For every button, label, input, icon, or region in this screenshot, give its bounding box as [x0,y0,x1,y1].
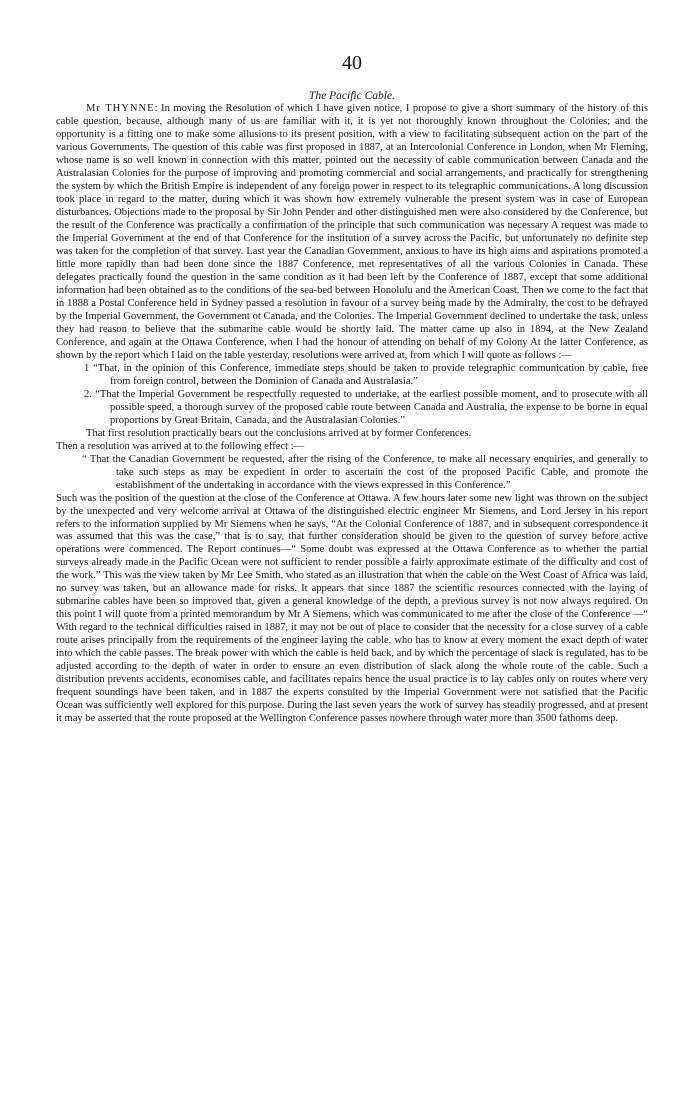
quoted-resolution: “ That the Canadian Government be requested, after the rising of the Conference, to make all necessary enquiries, and generally to take such steps as may be expedient in order to ascertain the cost of the proposed Pacific Cable, and promote the establishment of the undertaking in accordance with the views expressed in this Conference.” [82,453,648,491]
paragraph-text: : In moving the Resolution of which I have given notice, I propose to give a short summary of the history of this cable question, because, although many of us are familiar with it, it is yet not thoroughly known throughout the Colonies; and the opportunity is a fitting one to make some allusions to its present position, with a view to facilitating subsequent action on the part of the various Governments. The question of this cable was first proposed in 1887, at an Intercolonial Conference in London, when Mr Fleming, whose name is so well known in connection with this matter, pointed out the necessity of cable communication between Canada and the Australasian Colonies for the purpose of improving and promoting commercial and social arrangements, and practically for strengthening the system by which the British Empire is independent of any foreign power in respect to its telegraphic communications. A long discussion took place in regard to the matter, during which it was shown how extremely vulnerable the present system was in case of European disturbances. Objections made to the proposal by Sir John Pender and other distinguished men were also considered by the Conference, but the result of the Conference was practically a confirmation of the principle that such communication was necessary A request was made to the Imperial Government at the end of that Conference for the institution of a survey across the Pacific, but unfortunately no definite step was taken for the completion of that survey. Last year the Canadian Government, anxious to have its high aims and aspirations promoted a little more rapidly than had been done since the 1887 Conference, met representatives of all the various Colonies in Canada. These delegates practically found the question in the same condition as it had been left by the Conference of 1887, except that some additional information had been obtained as to the conditions of the sea-bed between Honolulu and the American Coast. Then we come to the fact that in 1888 a Postal Conference held in Sydney passed a resolution in favour of a survey being made by the Admiralty, the cost to be defrayed by the Imperial Government, the Government ot Canada, and the Colonies. The Imperial Government declined to undertake the task, unless they had reason to believe that the submarine cable would be shortly laid. The matter came up also in 1894, at the New Zealand Conference, and again at the Ottawa Conference, when I had the honour of attending on behalf of my Colony At the latter Conference, as shown by the report which I laid on the table yesterday, resolutions were arrived at, from which I will quote as follows :— [56,103,648,361]
paragraph-first-resolution: That first resolution practically bears out the conclusions arrived at by former Conferences. [86,427,472,439]
resolution-2: 2. “That the Imperial Government be respectfully requested to undertake, at the earliest possible moment, and to prosecute with all possible speed, a thorough survey of the proposed cable route between Canada and Australia, the expense to be borne in equal proportions by Great Britain, Canada, and the Australasian Colonies.” [84,388,648,426]
paragraph-then-resolution: Then a resolution was arrived at to the following effect :— [56,440,305,452]
section-title: The Pacific Cable. [309,90,395,102]
speaker-name: Mr THYNNE [86,103,155,114]
resolution-1: 1 “That, in the opinion of this Conference, immediate steps should be taken to provide telegraphic communication by cable, free from foreign control, between the Dominion of Canada and Australasia.” [84,362,648,387]
paragraph-opening-speech [56,103,648,363]
document-page [56,0,648,1119]
document-body [56,103,648,726]
paragraph-ottawa-position: Such was the position of the question at the close of the Conference at Ottawa. A few hours later some new light was thrown on the subject by the unexpected and very welcome arrival at Ottawa of the distinguished electric engineer Mr Siemens, and Lord Jersey in his report refers to the information supplied by Mr Siemens when he says, “At the Colonial Conference of 1887, and in subsequent correspondence it was assumed that this was the case,” that is to say, that further consideration should be given to the question of survey before active operations were commenced. The Report continues—“ Some doubt was expressed at the Ottawa Conference as to whether the partial surveys already made in the Pacific Ocean were not sufficient to render possible a fairly approximate estimate of the difficulty and cost of the work.” This was the view taken by Mr Lee Smith, who stated as an illustration that when the cable on the West Coast of Africa was laid, no survey was taken, but an allowance made for risks. It appears that since 1887 the scientific resources connected with the laying of submarine cables have been so improved that, given a general knowledge of the depth, a previous survey is not now always required. On this point I will quote from a printed memorandum by Mr A Siemens, which was communicated to me after the close of the Conference —“ With regard to the technical difficulties raised in 1887, it may not be out of place to consider that the necessity for a close survey of a cable route arises principally from the requirements of the engineer laying the cable, who has to know at every moment the exact depth of water into which the cable passes. The break power with which the cable is held back, and by which the percentage of slack is regulated, has to be adjusted according to the depth of water in order to ensure an even distribution of slack along the whole route of the cable. Such a distribution prevents accidents, economises cable, and facilitates repairs hence the usual practice is to lay cables only on routes where very frequent soundings have been taken, and in 1887 the experts consulted by the Imperial Government were not satisfied that the Pacific Ocean was sufficiently well explored for this purpose. During the last seven years the work of survey has steadily progressed, and at present it may be asserted that the route proposed at the Wellington Conference passes nowhere through water more than 3500 fathoms deep. [56,492,648,725]
page-number: 40 [342,52,362,74]
